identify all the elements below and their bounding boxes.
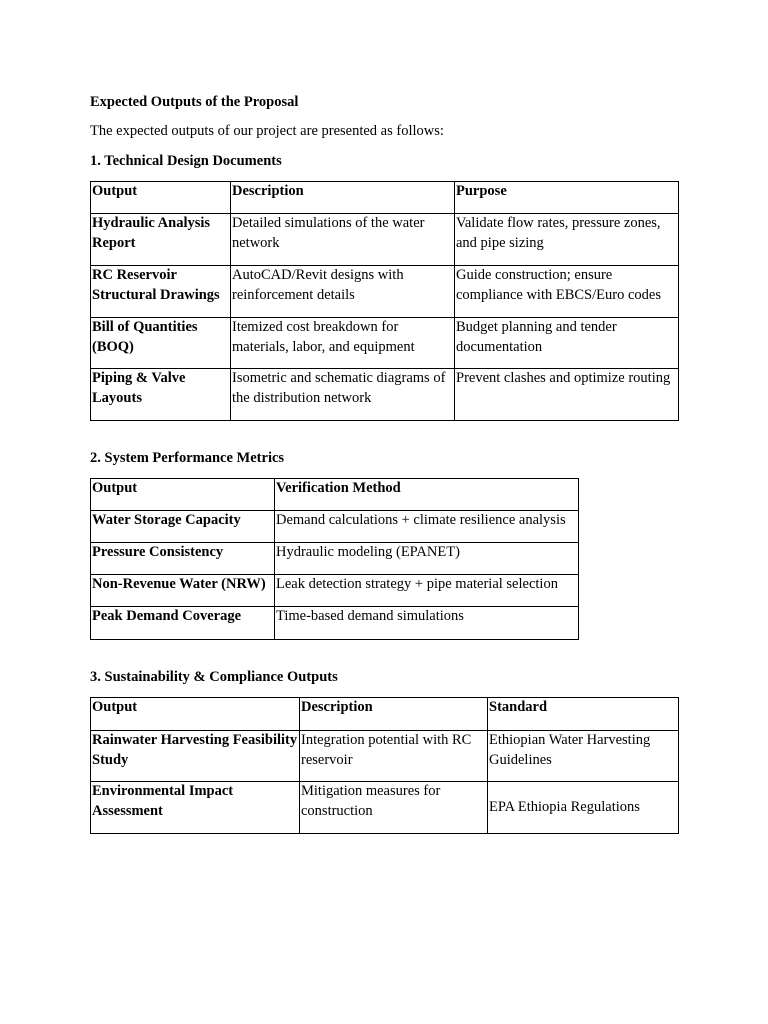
output-cell: Non-Revenue Water (NRW)	[91, 575, 275, 607]
output-cell: Piping & Valve Layouts	[91, 369, 231, 421]
description-cell: Itemized cost breakdown for materials, labor, and equipment	[231, 318, 455, 369]
standard-cell: EPA Ethiopia Regulations	[488, 782, 679, 834]
table-header-row	[91, 698, 679, 731]
table-row	[91, 607, 579, 640]
purpose-cell: Prevent clashes and optimize routing	[455, 369, 679, 421]
output-cell: Hydraulic Analysis Report	[91, 214, 231, 266]
method-cell: Leak detection strategy + pipe material selection	[275, 575, 579, 607]
method-cell: Demand calculations + climate resilience analysis	[275, 511, 579, 543]
column-header-description: Description	[300, 698, 488, 731]
table-row	[91, 266, 679, 318]
document-title: Expected Outputs of the Proposal	[90, 94, 299, 110]
description-cell: Detailed simulations of the water network	[231, 214, 455, 266]
description-cell: Isometric and schematic diagrams of the distribution network	[231, 369, 455, 421]
description-cell: Integration potential with RC reservoir	[300, 731, 488, 782]
column-header-output: Output	[91, 698, 300, 731]
table-header-row	[91, 479, 579, 511]
column-header-output: Output	[91, 479, 275, 511]
output-cell: Pressure Consistency	[91, 543, 275, 575]
table-header-row	[91, 182, 679, 214]
output-cell: Environmental Impact Assessment	[91, 782, 300, 834]
table-row	[91, 575, 579, 607]
purpose-cell: Budget planning and tender documentation	[455, 318, 679, 369]
method-cell: Time-based demand simulations	[275, 607, 579, 640]
document-page	[90, 92, 690, 834]
output-cell: RC Reservoir Structural Drawings	[91, 266, 231, 318]
table-row	[91, 511, 579, 543]
description-cell: Mitigation measures for construction	[300, 782, 488, 834]
output-cell: Rainwater Harvesting Feasibility Study	[91, 731, 300, 782]
section2-heading: 2. System Performance Metrics	[90, 450, 285, 466]
sustainability-compliance-table	[90, 697, 679, 834]
output-cell: Bill of Quantities (BOQ)	[91, 318, 231, 369]
table-row	[91, 543, 579, 575]
table-row	[91, 369, 679, 421]
section1-heading: 1. Technical Design Documents	[90, 153, 282, 169]
column-header-output: Output	[91, 182, 231, 214]
column-header-description: Description	[231, 182, 455, 214]
table-row	[91, 318, 679, 369]
table-row	[91, 782, 679, 834]
output-cell: Water Storage Capacity	[91, 511, 275, 543]
table-row	[91, 731, 679, 782]
performance-metrics-table	[90, 478, 579, 640]
column-header-purpose: Purpose	[455, 182, 679, 214]
intro-paragraph: The expected outputs of our project are presented as follows:	[90, 123, 444, 139]
standard-cell: Ethiopian Water Harvesting Guidelines	[488, 731, 679, 782]
table-row	[91, 214, 679, 266]
section3-heading: 3. Sustainability & Compliance Outputs	[90, 669, 338, 685]
purpose-cell: Guide construction; ensure compliance with EBCS/Euro codes	[455, 266, 679, 318]
column-header-standard: Standard	[488, 698, 679, 731]
column-header-verification-method: Verification Method	[275, 479, 579, 511]
method-cell: Hydraulic modeling (EPANET)	[275, 543, 579, 575]
technical-design-table	[90, 181, 679, 421]
purpose-cell: Validate flow rates, pressure zones, and pipe sizing	[455, 214, 679, 266]
output-cell: Peak Demand Coverage	[91, 607, 275, 640]
description-cell: AutoCAD/Revit designs with reinforcement details	[231, 266, 455, 318]
